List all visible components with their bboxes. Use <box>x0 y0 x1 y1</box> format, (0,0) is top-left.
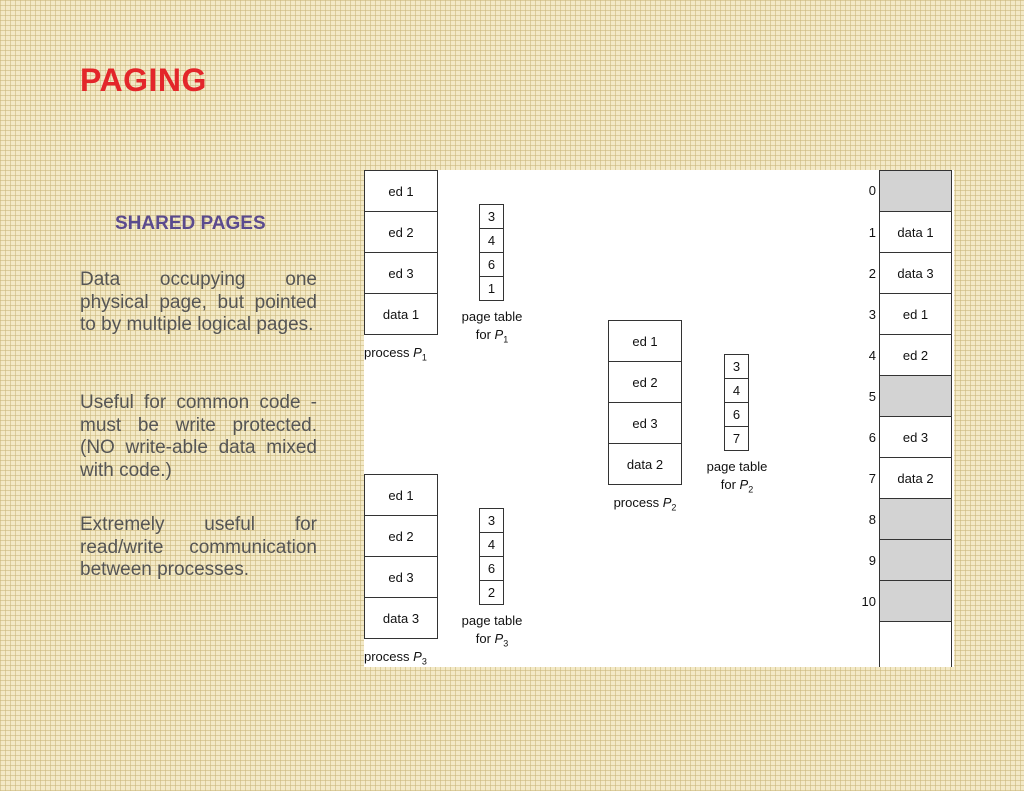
p2-pt-entry-1: 4 <box>724 378 749 403</box>
frame-5 <box>879 375 952 417</box>
frame-10 <box>879 580 952 622</box>
p1-pt-entry-1: 4 <box>479 228 504 253</box>
frame-8 <box>879 498 952 540</box>
p2-page-2: ed 3 <box>608 402 682 444</box>
paragraph-common-code: Useful for common code - must be write protected. (NO write-able data mixed with code.) <box>80 392 317 481</box>
p2-pt-entry-0: 3 <box>724 354 749 379</box>
p3-page-0: ed 1 <box>364 474 438 516</box>
p3-pt-entry-1: 4 <box>479 532 504 557</box>
p3-process-label: process $P_3$ <box>364 649 427 667</box>
p2-pt-entry-2: 6 <box>724 402 749 427</box>
p3-pt-entry-3: 2 <box>479 580 504 605</box>
frame-number-8: 8 <box>868 512 876 527</box>
frame-9 <box>879 539 952 581</box>
p3-pt-entry-0: 3 <box>479 508 504 533</box>
frame-7: data 2 <box>879 457 952 499</box>
frame-1: data 1 <box>879 211 952 253</box>
paragraph-communication: Extremely useful for read/write communication between processes. <box>80 514 317 580</box>
p1-pt-entry-2: 6 <box>479 252 504 277</box>
p2-process-label: process $P_2$ <box>613 495 677 513</box>
p1-page-3: data 1 <box>364 293 438 335</box>
p3-page-3: data 3 <box>364 597 438 639</box>
frame-number-10: 10 <box>861 594 876 609</box>
frame-2: data 3 <box>879 252 952 294</box>
shared-pages-diagram <box>364 170 954 667</box>
frame-number-9: 9 <box>868 553 876 568</box>
frame-6: ed 3 <box>879 416 952 458</box>
frame-3: ed 1 <box>879 293 952 335</box>
frame-4: ed 2 <box>879 334 952 376</box>
p3-pt-entry-2: 6 <box>479 556 504 581</box>
p2-page-3: data 2 <box>608 443 682 485</box>
p1-page-2: ed 3 <box>364 252 438 294</box>
p1-pt-entry-0: 3 <box>479 204 504 229</box>
p1-process-label: process $P_1$ <box>364 345 427 363</box>
frame-number-2: 2 <box>868 266 876 281</box>
p3-page-2: ed 3 <box>364 556 438 598</box>
p1-page-1: ed 2 <box>364 211 438 253</box>
frame-number-0: 0 <box>868 183 876 198</box>
p1-page-table-label: page table for $P_1$ <box>461 309 523 345</box>
frame-number-6: 6 <box>868 430 876 445</box>
p2-pt-entry-3: 7 <box>724 426 749 451</box>
p3-page-table-label: page table for $P_3$ <box>461 613 523 649</box>
p1-pt-entry-3: 1 <box>479 276 504 301</box>
frame-0 <box>879 170 952 212</box>
p2-page-1: ed 2 <box>608 361 682 403</box>
frame-number-4: 4 <box>868 348 876 363</box>
frame-number-5: 5 <box>868 389 876 404</box>
paragraph-shared-data: Data occupying one physical page, but pointed to by multiple logical pages. <box>80 269 317 335</box>
p2-page-0: ed 1 <box>608 320 682 362</box>
p1-page-0: ed 1 <box>364 170 438 212</box>
p3-page-1: ed 2 <box>364 515 438 557</box>
slide-subtitle: SHARED PAGES <box>115 213 266 234</box>
slide-title: PAGING <box>80 62 207 98</box>
frame-number-1: 1 <box>868 225 876 240</box>
frame-number-7: 7 <box>868 471 876 486</box>
frame-number-3: 3 <box>868 307 876 322</box>
p2-page-table-label: page table for $P_2$ <box>706 459 768 495</box>
